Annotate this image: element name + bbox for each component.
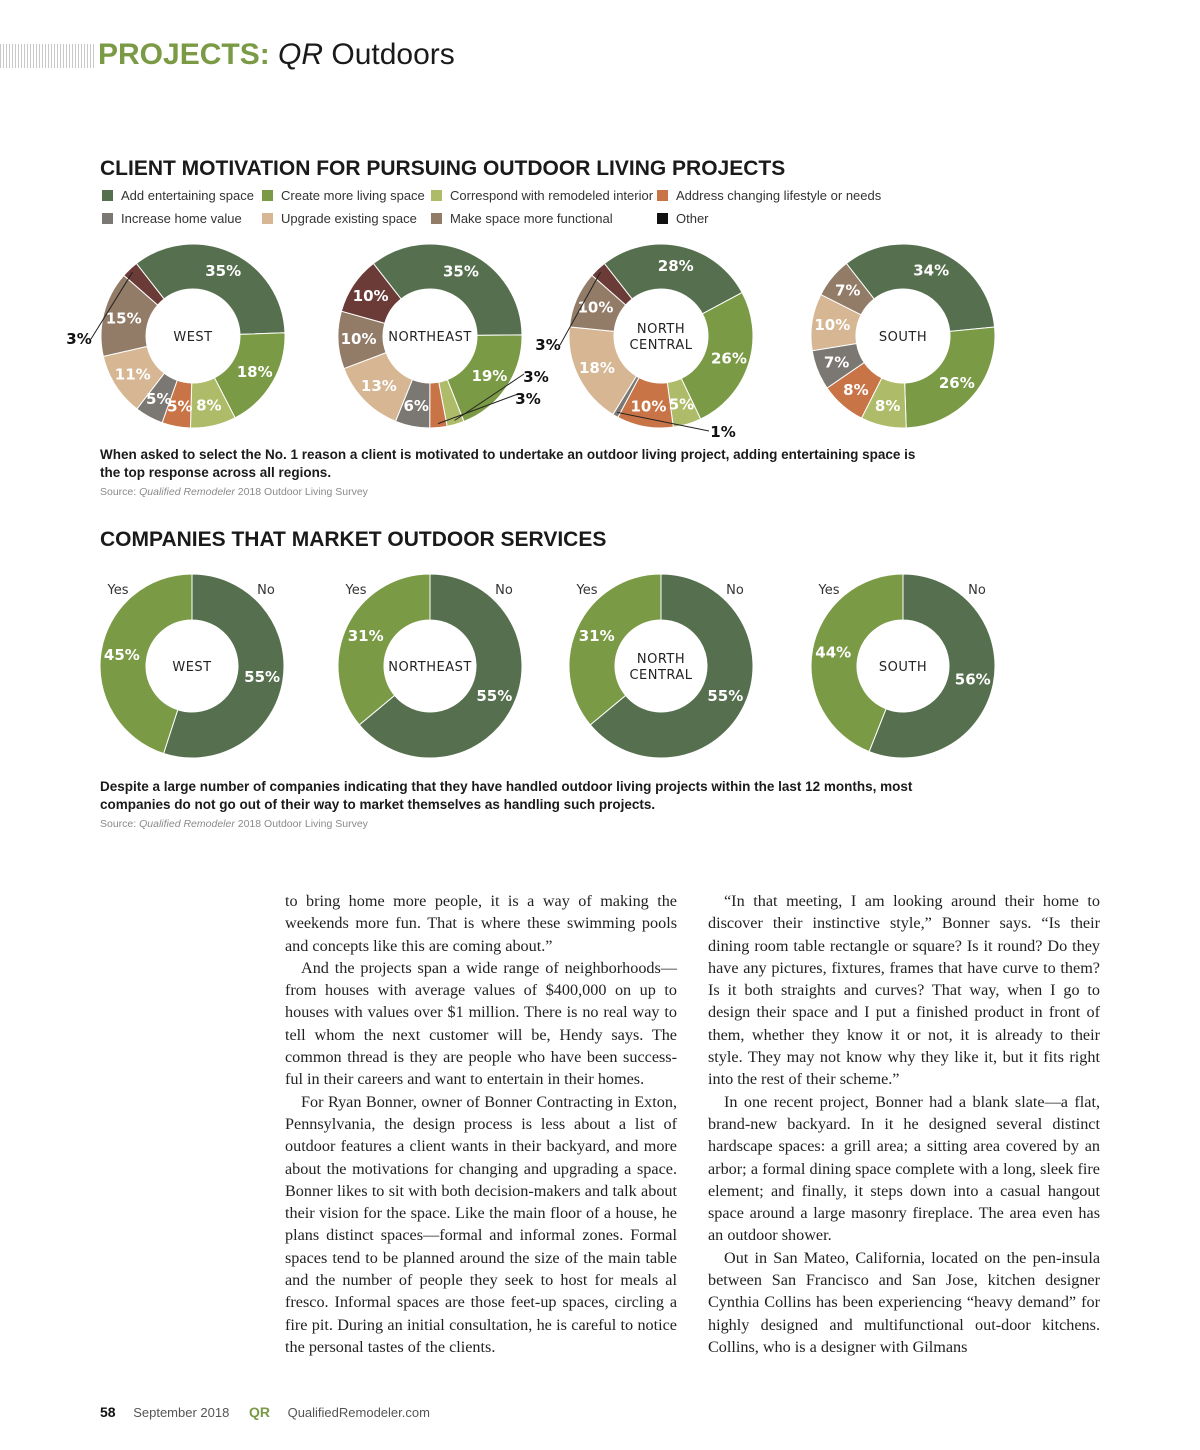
slice-label: 35% <box>205 262 242 281</box>
slice-label: 56% <box>954 670 991 689</box>
legend-item-other <box>657 211 709 226</box>
slice-label: 5% <box>146 389 172 408</box>
legend-label: Create more living space <box>281 188 425 203</box>
legend-item-home-value <box>102 211 242 226</box>
slice-label: 10% <box>352 287 389 306</box>
region-label: NORTHEAST <box>388 330 472 345</box>
motivation-chart-title: CLIENT MOTIVATION FOR PURSUING OUTDOOR LIVING PROJECTS <box>100 157 786 180</box>
slice-label: 10% <box>814 316 851 335</box>
slice-label: 44% <box>815 643 852 662</box>
region-label: NORTHEAST <box>388 660 472 675</box>
source-suffix: 2018 Outdoor Living Survey <box>234 486 368 498</box>
no-label: No <box>726 583 744 598</box>
slice-label: 19% <box>471 366 508 385</box>
legend-swatch <box>657 213 668 224</box>
slice-label: 55% <box>707 687 744 706</box>
slice-label: 28% <box>657 257 694 276</box>
source-publication: Qualified Remodeler <box>139 486 235 498</box>
slice-label: 26% <box>938 374 975 393</box>
page-header <box>98 38 455 72</box>
slice-label: 8% <box>843 380 869 399</box>
legend-swatch <box>262 213 273 224</box>
legend-swatch <box>657 190 668 201</box>
slice-label: 18% <box>236 363 273 382</box>
slice-label: 3% <box>515 390 541 408</box>
website-link[interactable]: QualifiedRemodeler.com <box>287 1405 430 1420</box>
motivation-caption: When asked to select the No. 1 reason a client is motivated to undertake an outdoor living project, adding entertaining space is the top response across all regions. <box>100 447 916 480</box>
slice-label: 31% <box>347 626 384 645</box>
slice-label: 6% <box>403 397 429 416</box>
no-label: No <box>257 583 275 598</box>
legend-item-correspond <box>431 188 653 203</box>
legend-item-entertaining <box>102 188 254 203</box>
legend-swatch <box>102 190 113 201</box>
legend-label: Make space more functional <box>450 211 613 226</box>
legend-swatch <box>431 213 442 224</box>
region-label: CENTRAL <box>629 668 693 683</box>
legend-label: Upgrade existing space <box>281 211 417 226</box>
legend-label: Add entertaining space <box>121 188 254 203</box>
slice-label: 11% <box>114 365 151 384</box>
donut-slice <box>846 244 994 331</box>
legend-item-functional <box>431 211 613 226</box>
legend-swatch <box>262 190 273 201</box>
marketing-caption: Despite a large number of companies indicating that they have handled outdoor living projects within the last 12 months, most companies do not go out of their way to market themselves as handling such projects. <box>100 779 913 812</box>
slice-label: 15% <box>105 309 142 328</box>
header-stripes <box>0 44 96 68</box>
page-footer <box>100 1404 430 1420</box>
yes-label: Yes <box>576 583 598 598</box>
slice-label: 5% <box>668 395 695 414</box>
legend-label: Increase home value <box>121 211 242 226</box>
legend-item-lifestyle <box>657 188 881 203</box>
yes-label: Yes <box>345 583 367 598</box>
slice-label: 31% <box>578 626 615 645</box>
region-label: SOUTH <box>878 330 928 345</box>
article-paragraph: “In that meeting, I am looking around their home to discover their instinctive style,” Bonner says. “Is their dining room table rectangle or square? Is it round? Do they have any pictures, fixtures, frames that have curve to them? Is it both straights and curves? That way, when I go to design their space and I put a finished product in front of them, whether they know it or not, it is already to their style. They may not know why they like it, but it fits right into the rest of their scheme.” <box>708 892 1100 1089</box>
legend-label: Address changing lifestyle or needs <box>676 188 882 203</box>
article-column-2 <box>708 890 1100 1358</box>
marketing-donut-charts <box>0 570 1200 770</box>
marketing-chart-title: COMPANIES THAT MARKET OUTDOOR SERVICES <box>100 528 607 551</box>
region-label: SOUTH <box>878 660 928 675</box>
region-label: CENTRAL <box>629 338 693 353</box>
slice-label: 18% <box>579 358 615 377</box>
slice-label: 3% <box>523 368 549 386</box>
legend-label: Correspond with remodeled interior <box>450 188 654 203</box>
source-suffix: 2018 Outdoor Living Survey <box>234 818 368 830</box>
source-prefix: Source: <box>100 486 140 498</box>
section-label: PROJECTS: <box>98 38 270 71</box>
issue-date: September 2018 <box>133 1405 230 1420</box>
marketing-source <box>100 818 368 830</box>
article-paragraph: And the projects span a wide range of neighborhoods—from houses with average values of $400,000 on up to houses with values over $1 million. There is no real way to tell whom the next customer will be, Hendy says. The common thread is they are people who have been success-ful in their careers and want to entertain in their homes. <box>285 958 677 1089</box>
article-paragraph: In one recent project, Bonner had a blank slate—a flat, brand-new backyard. In it he designed several distinct hardscape spaces: a grill area; a sitting area covered by an arbor; a formal dining space complete with a long, sleek fire element; and finally, it steps down into a casual hangout space around a large masonry fireplace. The area even has an outdoor shower. <box>708 1092 1100 1245</box>
donut-slice <box>136 244 285 334</box>
region-label: NORTH <box>636 322 686 337</box>
slice-label: 8% <box>196 396 222 415</box>
slice-label: 10% <box>630 397 667 416</box>
motivation-donut-charts <box>0 240 1200 450</box>
slice-label: 10% <box>577 298 614 317</box>
slice-label: 13% <box>360 376 397 395</box>
article-paragraph: For Ryan Bonner, owner of Bonner Contracting in Exton, Pennsylvania, the design process is less about a list of outdoor features a client wants in their backyard, and more about the motivations for changing and upgrading a space. Bonner likes to sit with both decision-makers and talk about their vision for the space. Like the main floor of a house, he plans distinct spaces—formal and informal zones. Formal spaces tend to be planned around the size of the main table and the number of people they seek to host for meals al fresco. Informal spaces are those feet-up spaces, circling a fire pit. During an initial consultation, he is careful to notice the personal tastes of the clients. <box>285 1092 677 1356</box>
yes-label: Yes <box>107 583 129 598</box>
slice-label: 55% <box>244 668 281 687</box>
legend-swatch <box>431 190 442 201</box>
slice-label: 3% <box>535 336 561 354</box>
slice-label: 34% <box>913 261 950 280</box>
region-label: WEST <box>172 660 212 675</box>
qr-logo: QR <box>248 1404 270 1420</box>
slice-label: 8% <box>874 396 901 415</box>
slice-label: 45% <box>103 645 140 664</box>
slice-label: 35% <box>442 262 479 281</box>
slice-label: 10% <box>340 330 377 349</box>
region-label: NORTH <box>636 652 686 667</box>
header-qr: QR <box>278 38 324 71</box>
article-paragraph: to bring home more people, it is a way of making the weekends more fun. That is where these swimming pools and concepts like this are coming about.” <box>285 892 677 955</box>
motivation-source <box>100 486 368 498</box>
header-rest: Outdoors <box>323 38 455 71</box>
article-column-1 <box>285 890 677 1358</box>
legend-item-upgrade <box>262 211 417 226</box>
no-label: No <box>495 583 513 598</box>
legend-swatch <box>102 213 113 224</box>
page-number: 58 <box>100 1404 116 1420</box>
slice-label: 3% <box>66 330 92 348</box>
donut-slice <box>373 244 522 335</box>
article-paragraph: Out in San Mateo, California, located on the pen-insula between San Francisco and San Jose, kitchen designer Cynthia Collins has been experiencing “heavy demand” for highly designed and multifunctional out-door kitchens. Collins, who is a designer with Gilmans <box>708 1248 1100 1356</box>
yes-label: Yes <box>818 583 840 598</box>
slice-label: 5% <box>167 397 193 416</box>
source-publication: Qualified Remodeler <box>139 818 235 830</box>
legend-item-living <box>262 188 425 203</box>
source-prefix: Source: <box>100 818 140 830</box>
slice-label: 7% <box>823 353 850 372</box>
legend-label: Other <box>676 211 709 226</box>
slice-label: 55% <box>476 687 513 706</box>
region-label: WEST <box>173 330 213 345</box>
slice-label: 7% <box>835 281 861 300</box>
slice-label: 26% <box>710 349 747 368</box>
no-label: No <box>968 583 986 598</box>
slice-label: 1% <box>710 423 736 441</box>
